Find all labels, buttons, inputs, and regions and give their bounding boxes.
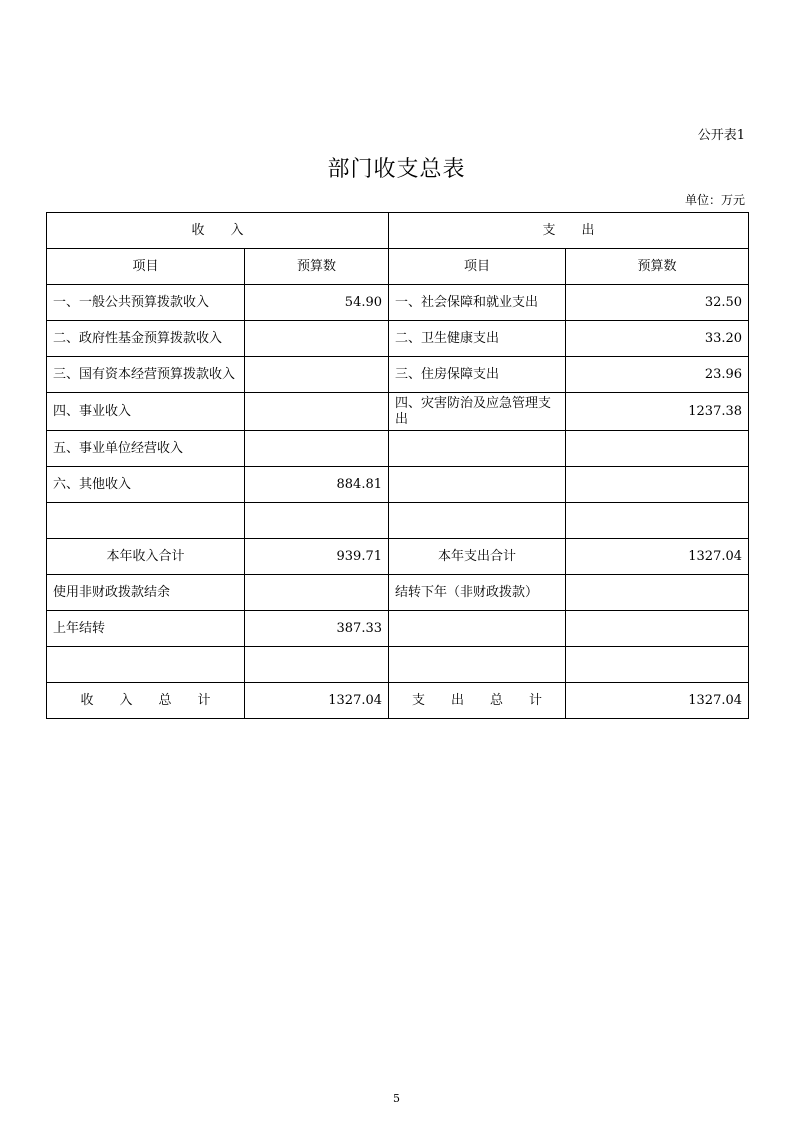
- income-subtotal-label: 本年收入合计: [47, 539, 245, 575]
- income-item: 二、政府性基金预算拨款收入: [47, 321, 245, 357]
- expense-total-label: 支 出 总 计: [389, 683, 566, 719]
- table-number-label: 公开表1: [697, 128, 745, 143]
- income-item: 四、事业收入: [47, 393, 245, 431]
- income-value: 54.90: [245, 285, 389, 321]
- expense-value: 1237.38: [566, 393, 749, 431]
- income-section-header: 收 入: [47, 213, 389, 249]
- table-row: [47, 285, 749, 321]
- subtotal-row: [47, 539, 749, 575]
- expense-value: 33.20: [566, 321, 749, 357]
- unit-label: 单位：万元: [684, 193, 745, 207]
- income-total-value: 1327.04: [245, 683, 389, 719]
- income-value: [245, 393, 389, 431]
- table-row: [47, 357, 749, 393]
- income-total-label: 收 入 总 计: [47, 683, 245, 719]
- expense-item: 一、社会保障和就业支出: [389, 285, 566, 321]
- table-row: [47, 393, 749, 431]
- expense-value: [566, 647, 749, 683]
- table-row: [47, 611, 749, 647]
- table-row: [47, 321, 749, 357]
- income-value: [245, 357, 389, 393]
- expense-value: 23.96: [566, 357, 749, 393]
- expense-value: [566, 611, 749, 647]
- expense-value: [566, 467, 749, 503]
- income-item: 五、事业单位经营收入: [47, 431, 245, 467]
- income-item: 使用非财政拨款结余: [47, 575, 245, 611]
- expense-budget-header: 预算数: [566, 249, 749, 285]
- expense-value: [566, 431, 749, 467]
- income-value: 387.33: [245, 611, 389, 647]
- expense-item: 结转下年（非财政拨款）: [389, 575, 566, 611]
- expense-section-header: 支 出: [389, 213, 749, 249]
- table-row: [47, 647, 749, 683]
- expense-item-header: 项目: [389, 249, 566, 285]
- expense-item: 三、住房保障支出: [389, 357, 566, 393]
- column-header-row: [47, 249, 749, 285]
- expense-subtotal-label: 本年支出合计: [389, 539, 566, 575]
- expense-item: 二、卫生健康支出: [389, 321, 566, 357]
- expense-item: [389, 467, 566, 503]
- income-item: 上年结转: [47, 611, 245, 647]
- income-value: [245, 321, 389, 357]
- expense-value: [566, 503, 749, 539]
- page-number: 5: [393, 1092, 400, 1105]
- income-value: 884.81: [245, 467, 389, 503]
- expense-item: [389, 503, 566, 539]
- expense-item: [389, 431, 566, 467]
- expense-item: [389, 647, 566, 683]
- section-header-row: [47, 213, 749, 249]
- page-title: 部门收支总表: [327, 157, 466, 182]
- income-subtotal-value: 939.71: [245, 539, 389, 575]
- income-item: 一、一般公共预算拨款收入: [47, 285, 245, 321]
- income-value: [245, 575, 389, 611]
- budget-summary-table: [46, 212, 749, 719]
- table-row: [47, 431, 749, 467]
- income-value: [245, 503, 389, 539]
- income-item: [47, 503, 245, 539]
- income-item: 三、国有资本经营预算拨款收入: [47, 357, 245, 393]
- expense-item: [389, 611, 566, 647]
- income-value: [245, 647, 389, 683]
- expense-total-value: 1327.04: [566, 683, 749, 719]
- income-value: [245, 431, 389, 467]
- income-item-header: 项目: [47, 249, 245, 285]
- grand-total-row: [47, 683, 749, 719]
- income-item: [47, 647, 245, 683]
- expense-value: [566, 575, 749, 611]
- income-budget-header: 预算数: [245, 249, 389, 285]
- expense-value: 32.50: [566, 285, 749, 321]
- table-row: [47, 503, 749, 539]
- income-item: 六、其他收入: [47, 467, 245, 503]
- table-row: [47, 467, 749, 503]
- table-row: [47, 575, 749, 611]
- expense-item: 四、灾害防治及应急管理支出: [389, 393, 566, 431]
- expense-subtotal-value: 1327.04: [566, 539, 749, 575]
